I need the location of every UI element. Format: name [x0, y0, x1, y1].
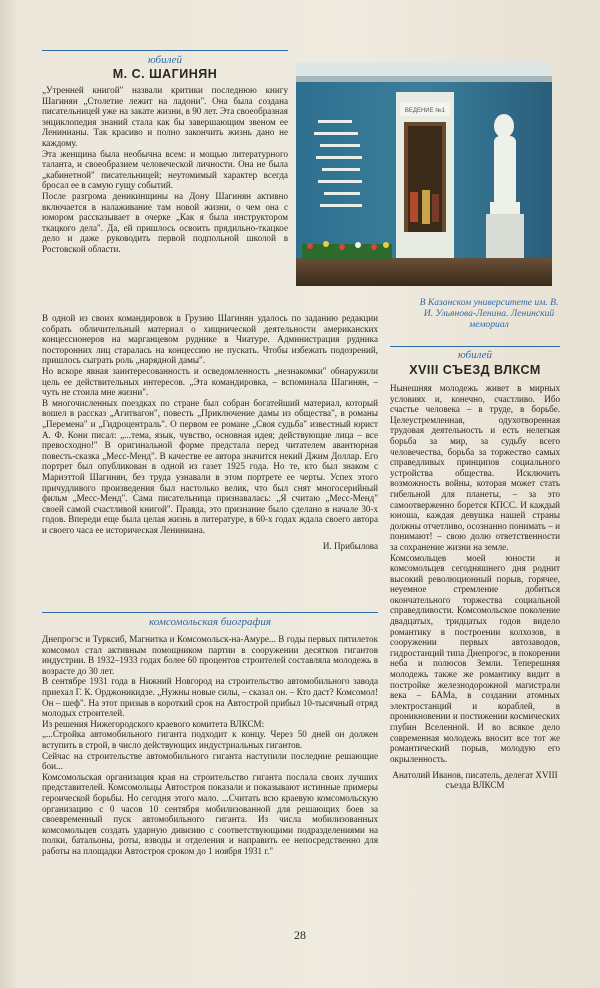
paragraph: Из решения Нижегородского краевого комитета ВЛКСМ: [42, 718, 265, 729]
shaginyan-article [42, 50, 288, 255]
paragraph: Комсомольцев моей юности и комсомольцев сегодняшнего дня роднит высокий революционный порыв, горячее, неуемное стремление добиться окончательного торжества социальной справедливости. Комсомольское поколение двадцатых, тридцатых годов видело романтику в построении колхозов, в сооружении первых автозаводов, гидростанций типа Днепрогэс, в покорении неба и полюсов Земли. Теперешняя молодежь также же романтику видит в постройке железнодорожной магистрали века – БАМа, в создании атомных электростанций и кораблей, в проникновении и постижении космических глубин Вселенной. И во всякое дело современная молодежь вносит все тот же романтический порыв, молодую его окрыленность. [390, 552, 560, 764]
rubric-label: юбилей [147, 54, 183, 66]
paragraph: В многочисленных поездках по стране был собран богатейший материал, который вошел в рассказ „Агитвагон", повесть „Приключение дамы из общества", в романы „Перемена" и „Гидроцентраль". О первом ее романе „Своя судьба" известный юрист А. Ф. Кони писал: „...тема, язык, чувство, основная идея; действующие лица – все превосходно!" В оригинальной форме предстала перед читателем авантюрная повесть-сказка „Месс-Менд". В качестве ее автора значится некий Джим Доллар. Его портрет был опубликован в одной из газет 1925 года. Но те, кто был знаком с Мариэттой Шагинян, без труда узнавали в этом портрете ее черты. Успех этого причудливого произведения был настолько велик, что был снят многосерийный фильм „Месс-Менд". Сама писательница признавалась: „Я считаю „Месс-Менд" своей самой счастливой книгой". Правда, это признание было сделано в начале 30-х годов. Впереди еще была целая жизнь в литературе, в 60-х годах ждала своего автора и своего часа ее историческая Лениниана. [42, 397, 378, 535]
paragraph: Днепрогэс и Турксиб, Магнитка и Комсомольск-на-Амуре... В годы первых пятилеток комсомол стал активным помощником партии в сооружении десятков гигантов индустрии. В 1932–1933 годах более 60 процентов строителей составляла молодежь в возрасте до 30 лет. [42, 634, 378, 676]
rubric-rule [390, 346, 560, 347]
paragraph: Комсомольская организация края на строительство гиганта послала своих лучших представителей. Комсомольцы Автостроя показали и показывают истинные примеры героической борьбы. Но сегодня этого мало. ...Считать всю краевую комсомольскую организацию с 0 часов 10 сентября мобилизованной для решающих боев за своевременный пуск автомобильного гиганта. Из числа мобилизованных комсомольцев создать ударную дивизию с соответствующими подразделениями на полки, батальоны, роты, взводы и отделения и направить ее непосредственно для работы на площадки Автостроя сроком до 1 ноября 1931 г." [42, 771, 378, 856]
paragraph: „...Стройка автомобильного гиганта подходит к концу. Через 50 дней он должен вступить в строй, в число действующих индустриальных гигантов. [42, 729, 378, 750]
article-body [390, 383, 560, 764]
lenin-memorial-image [296, 62, 552, 286]
paragraph: После разгрома деникинщины на Дону Шагинян активно включается в налаживание там новой жизни, о чем она с юмором рассказывает в очерке „Как я была инструктором ткацкого дела". Да, ей пришлось освоить прядильно-ткацкое дело и даже руководить первой подпольной школой в Ростовской области. [42, 190, 288, 254]
article-title: М. С. ШАГИНЯН [112, 67, 218, 81]
article-signature: Анатолий Иванов, писатель, делегат XVIII съезда ВЛКСМ [392, 770, 558, 791]
paragraph: В сентябре 1931 года в Нижний Новгород на строительство автомобильного завода приехал Г. К. Орджоникидзе. „Нужны новые силы, – сказал он. – Кто даст? Комсомол! Он – шеф". На этот призыв в короткий срок на Автострой прибыл 10-тысячный отряд молодых строителей. [42, 676, 378, 719]
paragraph: Нынешняя молодежь живет в мирных условиях и, конечно, счастливо. Ибо счастье человека – в труде, в борьбе. Целеустремленная, одухотворенная трудовая деятельность и есть нелегкая борьба за мир, за судьбу всего человечества, борьба за торжество самых справедливых принципов социального устройства общества. Исключить возможность войны, которая может стать гибельной для планеты, – за это самоотверженно борется КПСС. И каждый юноша, каждая девушка нашей страны должны отчетливо, осознанно понимать – и понимают! – свою долю ответственности за сохранение жизни на земле. [390, 383, 560, 552]
rubric-label: юбилей [457, 349, 493, 361]
article-title: XVIII СЪЕЗД ВЛКСМ [409, 363, 541, 377]
paragraph: В одной из своих командировок в Грузию Шагинян удалось по заданию редакции собрать обличительный материал о хищнической деятельности американских концессионеров на марганцевом руднике в Чиатуре. Администрация рудника посторонних лиц старалась на концессию не пускать. Чтобы избежать подозрений, пришлось сыграть роль „нарядной дамы". [42, 313, 378, 366]
door-sign-text: ВЕДЕНИЕ №1 [404, 108, 446, 114]
rubric-label: комсомольская биография [149, 616, 271, 628]
shaginyan-article-wide [42, 313, 378, 552]
biography-article [42, 612, 378, 856]
rubric-rule [42, 612, 378, 613]
article-signature: И. Прибылова [322, 541, 378, 552]
memorial-photo [296, 62, 552, 286]
paragraph: „Утренней книгой" назвали критики последнюю книгу Шагинян „Столетие лежит на ладони". Она была создана писательницей уже на закате жизни, в 90 лет. Эта своеобразная энциклопедия знаний стала как бы завершающим звеном ее Ленинианы. Так красиво и полно закончить жизнь дано не каждому. [42, 85, 288, 148]
photo-caption: В Казанском университете им. В. И. Ульянова-Ленина. Ленинский мемориал [419, 297, 559, 330]
paragraph: Эта женщина была необычна всем: и мощью литературного таланта, и своеобразием человеческой личности. Она не была „кабинетной" писательницей; неутомимый характер всегда бросал ее в самую гущу событий. [42, 148, 288, 191]
paragraph: Сейчас на строительстве автомобильного гиганта наступили последние решающие бои... [42, 750, 378, 772]
page-number: 28 [294, 928, 306, 942]
paragraph: Но вскоре явная заинтересованность и осведомленность „незнакомки" обнаружили цель ее действительных интересов. „Эта командировка, – вспоминала Шагинян, – чуть не стоила мне жизни". [42, 365, 378, 398]
article-body [42, 634, 378, 856]
article-body [42, 85, 288, 255]
rubric-rule [42, 50, 288, 51]
congress-article [390, 346, 560, 790]
